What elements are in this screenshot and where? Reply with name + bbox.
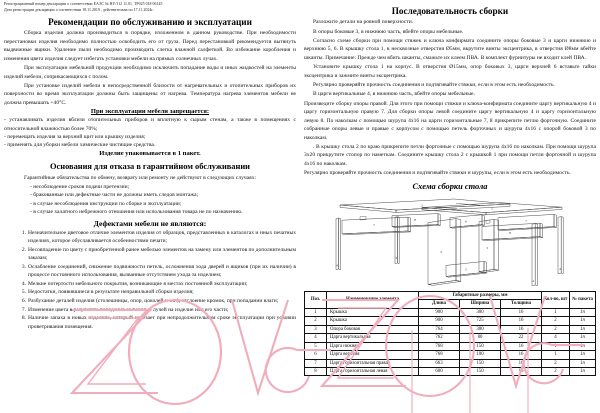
list-item: - в случае несоблюдения инструкции по сборке и эксплуатации; <box>30 200 182 207</box>
list-item: Несовпадение по цвету с приобретенной ранее мебелью элементов на замену или элементов по дополнительным заказам; <box>28 246 296 262</box>
list-item: Разбухание деталей изделия (столешницы, опор, цоколей и т.п.), отслоение кромок, при попадании влаги; <box>28 298 279 305</box>
warranty-section-title: Основания для отказа в гарантийном обслуживании <box>50 162 250 172</box>
intro-paragraph-3: При установке изделий мебели в непосредственной близости от нагревательных и отопительных приборов их поверхности во время эксплуатации должны быть защищены от нагрева. Температура нагрева элементов мебели не должна превышать +40°С. <box>4 82 296 106</box>
assembly-step-6: В царги вертикальные 4, в нижнюю часть, вбейте опоры мебельные. <box>313 91 475 98</box>
defects-section-title: Дефектами мебели не являются: <box>93 218 207 228</box>
cell-thickness: 16 <box>501 342 542 350</box>
list-item: - несоблюдение сроков подачи претензии; <box>30 184 130 191</box>
cell-thickness: 16 <box>501 351 542 359</box>
cell-packet: 1п <box>570 342 596 350</box>
cell-name: Царга горизонтальная правая <box>327 359 419 367</box>
cell-thickness: 22 <box>501 334 542 342</box>
cell-pos: 2 <box>305 317 327 325</box>
assembly-diagram <box>304 193 596 289</box>
cell-packet: 1п <box>570 308 596 316</box>
th-length: Длина <box>419 300 460 308</box>
diagram-label-6: 6 <box>465 219 467 224</box>
assembly-step-9: Регулярно проверяйте прочность соединения и подтягивайте стяжки и шурупы, если в этом есть необходимость. <box>304 170 571 177</box>
cell-packet: 1п <box>570 317 596 325</box>
cell-name: Царга горизонтальная левая <box>327 368 419 376</box>
cell-qty: 1 <box>542 308 570 316</box>
cell-length: 900 <box>419 308 460 316</box>
cell-qty: 1 <box>542 342 570 350</box>
cell-packet: 1п <box>570 334 596 342</box>
right-column <box>300 0 600 413</box>
prohibited-list <box>4 116 296 149</box>
list-item: - применять для уборки мебели химические чистящие средства. <box>4 142 156 149</box>
list-item: Изменение цвета в результате попадания солнечных лучей на изделие или его части; <box>28 306 229 313</box>
cell-qty: 2 <box>542 368 570 376</box>
cell-thickness: 16 <box>501 359 542 367</box>
cell-pos: 1 <box>305 308 327 316</box>
cell-length: 663 <box>419 359 460 367</box>
table-row <box>305 334 596 342</box>
list-item: - перемещать изделия за верхний щит или крышку изделия; <box>4 133 146 140</box>
cell-pos: 8 <box>305 368 327 376</box>
page-title: Рекомендации по обслуживанию и эксплуатации <box>48 17 252 28</box>
cell-packet: 1п <box>570 351 596 359</box>
diagram-label-3-right: 3 <box>486 245 488 250</box>
table-row <box>305 342 596 350</box>
diagram-label-8-left: 8 <box>414 217 416 222</box>
list-item: Ослабление соединений, снижение подвижности петель, осложнения хода дверей и ящиков (при их наличии) в процессе постоянного использования, вызванные отсутствием ухода за изделием; <box>28 263 296 279</box>
th-width: Ширина <box>460 300 501 308</box>
table-row <box>305 359 596 367</box>
diagram-label-4-inner: 4 <box>395 256 397 261</box>
cell-name: Царга нижняя <box>327 342 419 350</box>
intro-paragraph-2: При эксплуатации мебельной продукции необходимо исключить попадание воды и иных жидкостей на элементы изделий мебели, соприкасающихся с полом. <box>4 65 296 80</box>
cell-width: 100 <box>460 351 501 359</box>
cell-width: 150 <box>460 368 501 376</box>
diagram-label-4-far: 4 <box>559 266 561 271</box>
assembly-step-5: Регулярно проверяйте прочность соединения и подтягивайте стяжки, если в этом есть необходимость. <box>313 82 555 89</box>
cell-pos: 5 <box>305 342 327 350</box>
diagram-label-7-right: 7 <box>525 219 527 224</box>
cell-width: 300 <box>460 308 501 316</box>
cell-width: 150 <box>460 359 501 367</box>
assembly-step-1: Разложите детали на ровной поверхности. <box>313 19 414 26</box>
warranty-intro: Гарантийные обязательства по обмену, возврату или ремонту не действуют в следующих случаях: <box>24 174 257 181</box>
diagram-label-7-left: 7 <box>373 223 375 228</box>
cell-name: Крышка <box>327 317 419 325</box>
cell-qty: 2 <box>542 359 570 367</box>
defects-list <box>4 229 296 331</box>
list-item: - в случае халатного небрежного отношения или использования товара не по назначению. <box>30 209 243 216</box>
cell-thickness: 16 <box>501 325 542 333</box>
assembly-sequence-title: Последовательность сборки <box>391 6 509 16</box>
table-row <box>305 351 596 359</box>
cell-length: 600 <box>419 368 460 376</box>
assembly-step-2: В опоры боковые 3, в нижнюю часть, вбейте опоры мебельные. <box>313 28 464 35</box>
table-row <box>305 308 596 316</box>
cell-packet: 1п <box>570 325 596 333</box>
list-item: Незначительное цветовое отличие элементов изделия от образцов, представленных в каталогах и иных печатных изделиях, которое обуславливается особенностями печати; <box>28 230 296 245</box>
packaging-note: Изделие упаковывается в 1 пакет. <box>99 150 201 158</box>
list-item: Мелкие потертости мебельного покрытия, возникающие в местах постоянной эксплуатации; <box>28 280 248 287</box>
registration-line-2: Дата регистрации декларации о соответствии 18.11.2019 , действительна по 17.11.2024г. <box>4 7 154 12</box>
cell-thickness: 16 <box>501 317 542 325</box>
th-name: Наименование элемента <box>327 291 419 308</box>
table-row <box>305 325 596 333</box>
list-item: - устанавливать изделия вблизи отопительных приборов и вплотную к сырым стенам, а также в помещениях с относительной влажностью более 70%; <box>4 117 296 132</box>
cell-name: Опора боковая <box>327 325 419 333</box>
intro-paragraph-1: Сборка изделия должна производиться в порядке, изложенном в данном руководстве. При необходимости перестановки изделия необходимо полностью освободить его от груза. Перед перестановкой рекомендуется вытянуть выдвижные ящики. Удаление пыли необходимо производить слегка влажной салфеткой. Во избежание коробления и изменения цвета изделия следует избегать установки мебели на прямых солнечных лучах. <box>4 30 296 62</box>
cell-width: 300 <box>460 325 501 333</box>
table-row <box>305 368 596 376</box>
list-item: Наличие запаха в новых изделиях, который исчезает при непродолжительном сроке эксплуатации при условии проветривания помещения. <box>28 315 296 330</box>
table-row <box>305 317 596 325</box>
cell-packet: 1п <box>570 359 596 367</box>
cell-name: Царга верхняя <box>327 351 419 359</box>
parts-table <box>304 291 596 377</box>
th-thickness: Толщина <box>501 300 542 308</box>
cell-pos: 3 <box>305 325 327 333</box>
diagram-label-2: 2 <box>421 203 423 208</box>
cell-qty: 4 <box>542 334 570 342</box>
warranty-exclusions-list <box>4 183 296 217</box>
table-header-row-1 <box>305 291 596 299</box>
cell-qty: 2 <box>542 325 570 333</box>
cell-thickness: 16 <box>501 368 542 376</box>
diagram-label-4-rightinner: 4 <box>532 278 534 283</box>
cell-pos: 6 <box>305 351 327 359</box>
th-quantity: Кол-во, шт <box>542 291 570 308</box>
diagram-label-1: 1 <box>491 206 493 211</box>
cell-width: 725 <box>460 317 501 325</box>
th-dimensions-group: Габаритные размеры, мм <box>419 291 542 299</box>
assembly-step-4: Установите крышку стола 1 на корпус. В отверстия Ø15мм, опор боковых 3, царги верхней 6 вставьте гайки эксцентрика и зажмите винты эксцентрика. <box>304 64 596 79</box>
diagram-label-4-left: 4 <box>336 263 338 268</box>
cell-length: 762 <box>419 334 460 342</box>
cell-length: 900 <box>419 317 460 325</box>
prohibited-heading: При эксплуатации мебели запрещается: <box>90 108 210 116</box>
assembly-step-8: . В крышку стола 2 по краю прикрепите петли форточные с помощью шурупа 4х16 по наколкам. При помощи шурупа 3х20 прикрутите стопор по наметкам. Соедините крышку стола 2 с крышкой 1 при помощи петли форточной и шурупа 4х16 по наколкам. <box>304 144 596 167</box>
assembly-step-3: Согласно схеме сборки при помощи стяжек и ключа конфирмата соедините опоры боковые 3 и царги нижнюю и верхнюю 5, 6. В крышку стола 1, в несквозные отверстия Ø5мм, вкрутите винты эксцентрика, в отверстия Ø8мм вбейте шканты. Примечание: Прежде чем вбить шканты, смажьте их клеем ПВА. В комплект фурнитуры не входит клей ПВА. <box>304 37 596 61</box>
cell-length: 764 <box>419 325 460 333</box>
th-packet: № пакета <box>570 291 596 308</box>
cell-width: 150 <box>460 342 501 350</box>
cell-packet: 1п <box>570 368 596 376</box>
diagram-label-3-left: 3 <box>440 249 442 254</box>
cell-thickness: 16 <box>501 308 542 316</box>
registration-line-1: Регистрационный номер декларации о соответствии ЕАЭС № BY/112 11.01. ТР025 018 06145 <box>4 2 163 6</box>
cell-length: 768 <box>419 342 460 350</box>
cell-name: Крышка <box>327 308 419 316</box>
diagram-label-8-right: 8 <box>509 231 511 236</box>
assembly-step-7: Произведите сборку опоры правой. Для этого при помощи стяжки и ключа-конфирмата соедините царгу вертикальную 4 и царгу горизонтальную правую 7. Для сборки опоры левой соедините царгу вертикальную 4 и царгу горизонтальную левую 8. По наколкам с помощью шурупа 4х16 на царги горизонтальные 7, 8 прикрепите петлю форточную. Соедините собранные опоры левые и правые с корпусом с помощью петель форточных и шурупа 4х16 с опорой боковой 3 по наколкам. <box>304 100 596 141</box>
cell-qty: 1 <box>542 351 570 359</box>
cell-qty: 2 <box>542 317 570 325</box>
cell-pos: 7 <box>305 359 327 367</box>
list-item: - бракованные или дефектные части не должны иметь следов монтажа; <box>30 192 199 199</box>
cell-pos: 4 <box>305 334 327 342</box>
cell-length: 768 <box>419 351 460 359</box>
th-position: Поз. <box>305 291 327 308</box>
diagram-label-5: 5 <box>465 267 467 272</box>
cell-name: Царга вертикальная <box>327 334 419 342</box>
list-item: Недостатки, появившиеся в результате неправильной сборки изделия; <box>28 289 194 296</box>
cell-width: 80 <box>460 334 501 342</box>
scheme-title: Схема сборки стола <box>412 181 488 191</box>
